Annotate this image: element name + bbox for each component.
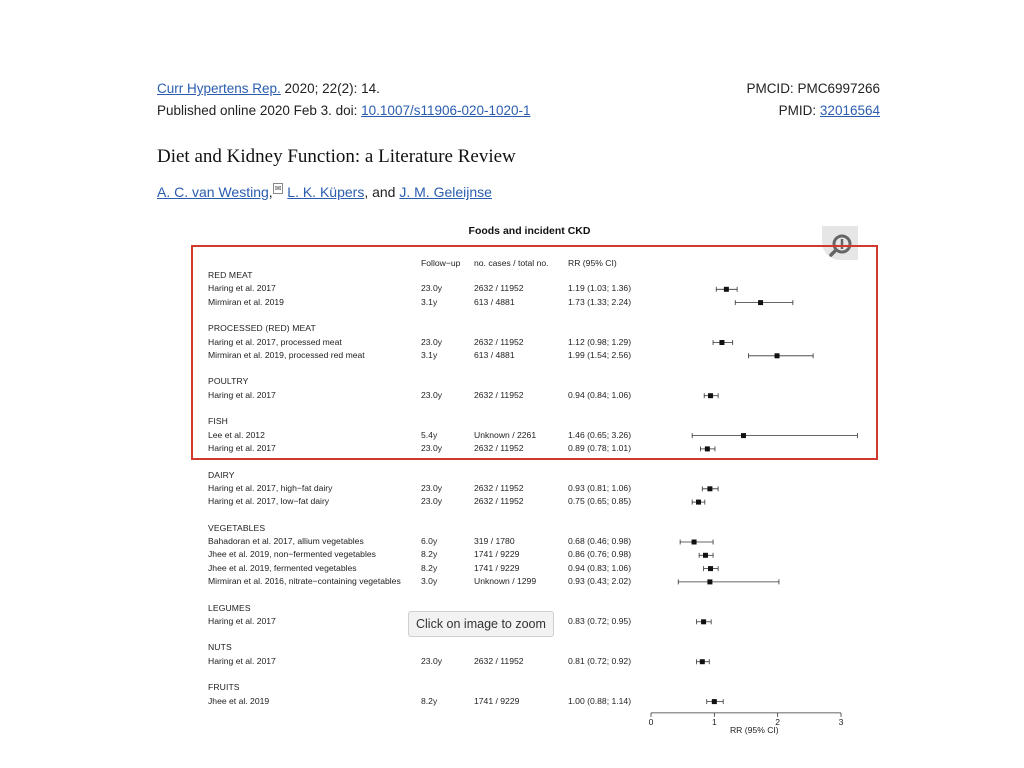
- rr-value: 1.99 (1.54; 2.56): [568, 349, 632, 360]
- rr-value: 0.89 (0.78; 1.01): [568, 442, 632, 453]
- cases-value: Unknown / 2261: [474, 429, 537, 440]
- chart-title: Foods and incident CKD: [468, 225, 591, 237]
- point-estimate: [700, 659, 705, 664]
- author-separator: , and: [364, 184, 400, 200]
- group-name: RED MEAT: [208, 270, 253, 280]
- author-link[interactable]: J. M. Geleijnse: [399, 184, 492, 200]
- study-name: Jhee et al. 2019, fermented vegetables: [208, 562, 357, 573]
- cases-value: 2632 / 11952: [474, 389, 524, 400]
- followup-value: 3.0y: [421, 575, 438, 586]
- followup-value: 23.0y: [421, 496, 443, 507]
- rr-value: 0.93 (0.81; 1.06): [568, 482, 632, 493]
- cases-value: 2632 / 11952: [474, 336, 524, 347]
- article-title: Diet and Kidney Function: a Literature Review: [157, 146, 516, 167]
- column-header-cases: no. cases / total no.: [474, 258, 549, 268]
- followup-value: 23.0y: [421, 336, 443, 347]
- followup-value: 8.2y: [421, 549, 438, 560]
- rr-value: 1.12 (0.98; 1.29): [568, 336, 632, 347]
- point-estimate: [708, 566, 713, 571]
- rr-value: 0.81 (0.72; 0.92): [568, 655, 632, 666]
- rr-value: 1.73 (1.33; 2.24): [568, 296, 632, 307]
- rr-value: 0.86 (0.76; 0.98): [568, 549, 632, 560]
- study-name: Haring et al. 2017: [208, 389, 276, 400]
- point-estimate: [707, 486, 712, 491]
- rr-value: 0.75 (0.65; 0.85): [568, 496, 632, 507]
- study-name: Haring et al. 2017: [208, 442, 276, 453]
- rr-value: 0.94 (0.84; 1.06): [568, 389, 632, 400]
- pmid: [779, 103, 880, 118]
- cases-value: 1741 / 9229: [474, 695, 520, 706]
- point-estimate: [703, 553, 708, 558]
- group-name: VEGETABLES: [208, 522, 266, 533]
- x-tick-label: 3: [838, 716, 844, 727]
- zoom-tooltip: Click on image to zoom: [408, 611, 554, 637]
- followup-value: 8.2y: [421, 562, 438, 573]
- group-name: LEGUMES: [208, 602, 251, 613]
- study-name: Jhee et al. 2019, non−fermented vegetables: [208, 549, 376, 560]
- group-name: POULTRY: [208, 376, 249, 387]
- pmid-label: PMID:: [778, 103, 820, 118]
- journal-link[interactable]: Curr Hypertens Rep.: [157, 81, 281, 96]
- rr-value: 1.19 (1.03; 1.36): [568, 283, 632, 294]
- followup-value: 3.1y: [421, 296, 438, 307]
- author-link[interactable]: L. K. Küpers: [287, 184, 365, 200]
- column-header-followup: Follow−up: [421, 258, 461, 268]
- point-estimate: [701, 619, 706, 624]
- point-estimate: [712, 699, 717, 704]
- study-name: Lee et al. 2012: [208, 429, 265, 440]
- study-name: Mirmiran et al. 2016, nitrate−containing vegetables: [208, 575, 401, 586]
- x-tick-label: 0: [648, 716, 654, 727]
- followup-value: 23.0y: [421, 389, 443, 400]
- cases-value: 2632 / 11952: [474, 283, 524, 294]
- study-name: Haring et al. 2017, processed meat: [208, 336, 342, 347]
- cases-value: 613 / 4881: [474, 296, 515, 307]
- followup-value: 6.0y: [421, 536, 438, 546]
- study-name: Haring et al. 2017: [208, 283, 276, 294]
- study-name: Mirmiran et al. 2019: [208, 296, 284, 307]
- study-name: Haring et al. 2017, low−fat dairy: [208, 496, 330, 507]
- column-header-rr: RR (95% CI): [568, 258, 617, 268]
- group-name: PROCESSED (RED) MEAT: [208, 323, 316, 334]
- author-link[interactable]: A. C. van Westing: [157, 184, 269, 200]
- group-name: FISH: [208, 416, 228, 427]
- group-name: NUTS: [208, 642, 232, 653]
- point-estimate: [692, 540, 697, 545]
- publication-row: [157, 103, 880, 118]
- cases-value: 1741 / 9229: [474, 562, 520, 573]
- cases-value: 2632 / 11952: [474, 655, 524, 666]
- pmid-link[interactable]: 32016564: [819, 103, 880, 118]
- study-name: Bahadoran et al. 2017, allium vegetables: [208, 536, 364, 546]
- followup-value: 8.2y: [421, 695, 438, 706]
- point-estimate: [696, 500, 701, 505]
- study-name: Jhee et al. 2019: [208, 695, 270, 706]
- x-tick-label: 1: [711, 716, 717, 727]
- rr-value: 1.00 (0.88; 1.14): [568, 695, 632, 706]
- followup-value: 23.0y: [421, 283, 443, 294]
- cases-value: 2632 / 11952: [474, 482, 524, 493]
- rr-value: 0.83 (0.72; 0.95): [568, 615, 632, 626]
- citation-row: [157, 81, 880, 96]
- followup-value: 5.4y: [421, 429, 438, 440]
- x-tick-label: 2: [775, 716, 781, 727]
- group-name: FRUITS: [208, 682, 240, 693]
- cases-value: 1741 / 9229: [474, 549, 520, 560]
- study-name: Haring et al. 2017, high−fat dairy: [208, 482, 333, 493]
- highlight-box: [191, 245, 878, 460]
- cases-value: 2632 / 11952: [474, 442, 524, 453]
- point-estimate: [707, 579, 712, 584]
- x-axis-label: RR (95% CI): [729, 724, 779, 735]
- followup-value: 23.0y: [421, 482, 443, 493]
- published-text: Published online 2020 Feb 3. doi:: [157, 103, 362, 118]
- rr-value: 1.46 (0.65; 3.26): [568, 429, 632, 440]
- pmcid: PMCID: PMC6997266: [746, 81, 880, 96]
- doi-link[interactable]: 10.1007/s11906-020-1020-1: [361, 103, 531, 118]
- rr-value: 0.94 (0.83; 1.06): [568, 562, 632, 573]
- author-list: [157, 184, 492, 200]
- cases-value: 319 / 1780: [474, 536, 515, 546]
- study-name: Haring et al. 2017: [208, 615, 276, 626]
- email-icon[interactable]: ✉: [274, 184, 282, 194]
- followup-value: 23.0y: [421, 442, 443, 453]
- cases-value: 613 / 4881: [474, 349, 515, 360]
- rr-value: 0.93 (0.43; 2.02): [568, 575, 632, 586]
- study-name: Haring et al. 2017: [208, 655, 276, 666]
- cases-value: Unknown / 1299: [474, 575, 537, 586]
- followup-value: 23.0y: [421, 655, 443, 666]
- journal-issue: 2020; 22(2): 14.: [280, 81, 380, 96]
- group-name: DAIRY: [208, 469, 235, 480]
- author-separator: ,: [268, 184, 273, 200]
- cases-value: 2632 / 11952: [474, 496, 524, 507]
- followup-value: 3.1y: [421, 349, 438, 360]
- rr-value: 0.68 (0.46; 0.98): [568, 536, 632, 546]
- study-name: Mirmiran et al. 2019, processed red meat: [208, 349, 365, 360]
